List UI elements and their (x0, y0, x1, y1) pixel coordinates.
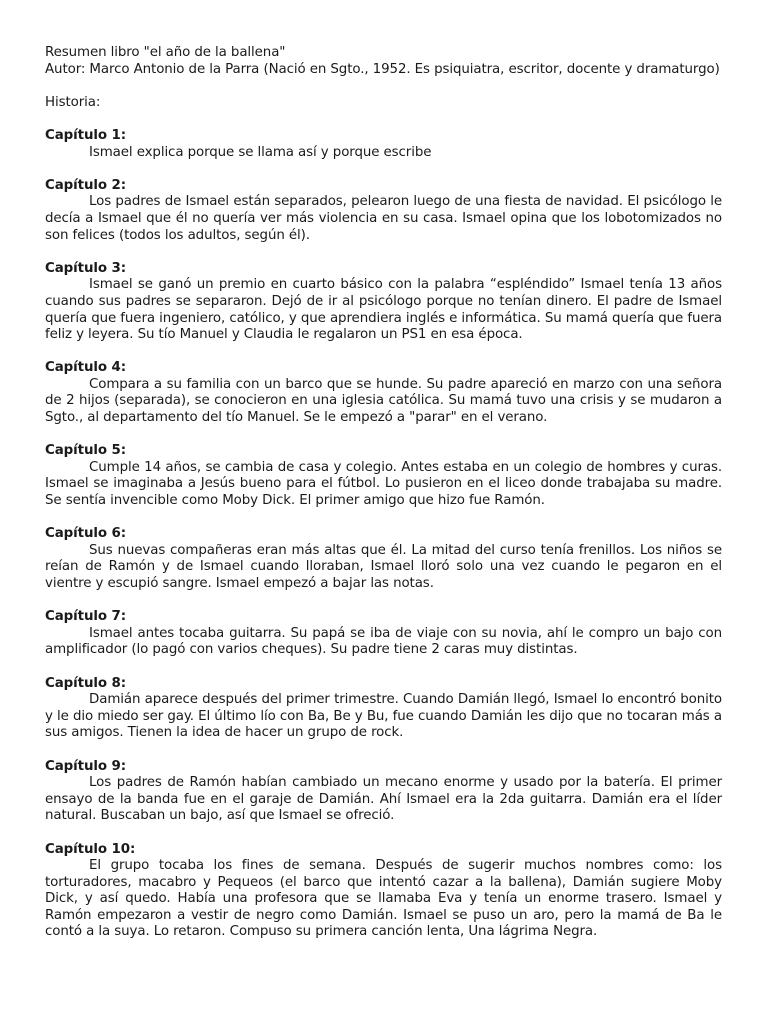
chapter-text: Damián aparece después del primer trimestre. Cuando Damián llegó, Ismael lo encontró bonito y le dio miedo ser gay. El último lío con Ba, Be y Bu, fue cuando Damián les dijo que no tocaran más a sus amigos. Tienen la idea de hacer un grupo de rock. (45, 692, 722, 741)
document-page (45, 45, 722, 958)
chapter-5 (45, 443, 722, 509)
chapter-title: Capítulo 1: (45, 127, 126, 143)
chapter-title: Capítulo 7: (45, 609, 126, 625)
chapter-text: Ismael explica porque se llama así y porque escribe (89, 144, 432, 160)
chapter-title: Capítulo 3: (45, 260, 126, 276)
chapter-text: Ismael se ganó un premio en cuarto básico con la palabra “espléndido” Ismael tenía 13 años cuando sus padres se separaron. Dejó de ir al psicólogo porque no tenían dinero. El padre de Ismael quería que fuera ingeniero, católico, y que aprendiera inglés e informática. Su mamá quería que fuera feliz y leyera. Su tío Manuel y Claudia le regalaron un PS1 en esa época. (45, 277, 722, 343)
chapter-9 (45, 759, 722, 825)
chapter-text: Compara a su familia con un barco que se hunde. Su padre apareció en marzo con una señora de 2 hijos (separada), se conocieron en una iglesia católica. Su mamá tuvo una crisis y se mudaron a Sgto., al departamento del tío Manuel. Se le empezó a "parar" en el verano. (45, 376, 722, 426)
chapter-3 (45, 261, 722, 344)
chapter-8 (45, 676, 722, 742)
chapter-text: Ismael antes tocaba guitarra. Su papá se iba de viaje con su novia, ahí le compro un bajo con amplificador (lo pagó con varios cheques). Su padre tiene 2 caras muy distintas. (45, 625, 722, 658)
document-author: Autor: Marco Antonio de la Parra (Nació en Sgto., 1952. Es psiquiatra, escritor, docente y dramaturgo) (45, 61, 720, 77)
chapter-1 (45, 128, 722, 161)
chapter-2 (45, 178, 722, 244)
chapter-text: Cumple 14 años, se cambia de casa y colegio. Antes estaba en un colegio de hombres y curas. Ismael se imaginaba a Jesús bueno para el fútbol. Lo pusieron en el liceo donde trabajaba su madre. Se sentía invencible como Moby Dick. El primer amigo que hizo fue Ramón. (45, 459, 722, 509)
document-title: Resumen libro "el año de la ballena" (45, 45, 286, 60)
chapter-title: Capítulo 9: (45, 758, 126, 774)
chapter-text: El grupo tocaba los fines de semana. Después de sugerir muchos nombres como: los torturadores, macabro y Pequeos (el barco que intentó cazar a la ballena), Damián sugiere Moby Dick, y así quedo. Había una profesora que se llamaba Eva y tenía un enorme trasero. Ismael y Ramón empezaron a vestir de negro como Damián. Ismael se puso un aro, pero la mamá de Ba le contó a la suya. Lo retaron. Compuso su primera canción lenta, Una lágrima Negra. (45, 858, 722, 940)
chapter-text: Los padres de Ramón habían cambiado un mecano enorme y usado por la batería. El primer ensayo de la banda fue en el garaje de Damián. Ahí Ismael era la 2da guitarra. Damián era el líder natural. Buscaban un bajo, así que Ismael se ofreció. (45, 775, 722, 824)
chapter-6 (45, 526, 722, 592)
chapter-4 (45, 360, 722, 426)
chapter-title: Capítulo 10: (45, 841, 136, 857)
chapter-text: Sus nuevas compañeras eran más altas que él. La mitad del curso tenía frenillos. Los niños se reían de Ramón y de Ismael cuando lloraban, Ismael lloró solo una vez cuando le pegaron en el vientre y escupió sangre. Ismael empezó a bajar las notas. (45, 542, 722, 591)
chapter-7 (45, 609, 722, 659)
chapter-title: Capítulo 8: (45, 675, 126, 691)
chapter-10 (45, 842, 722, 942)
chapter-text: Los padres de Ismael están separados, pelearon luego de una fiesta de navidad. El psicólogo le decía a Ismael que él no quería ver más violencia en su casa. Ismael opina que los lobotomizados no son felices (todos los adultos, según él). (45, 194, 722, 243)
chapter-title: Capítulo 2: (45, 177, 126, 193)
chapter-title: Capítulo 6: (45, 526, 126, 542)
chapter-title: Capítulo 5: (45, 443, 126, 459)
chapter-title: Capítulo 4: (45, 360, 126, 376)
section-heading: Historia: (45, 94, 101, 110)
